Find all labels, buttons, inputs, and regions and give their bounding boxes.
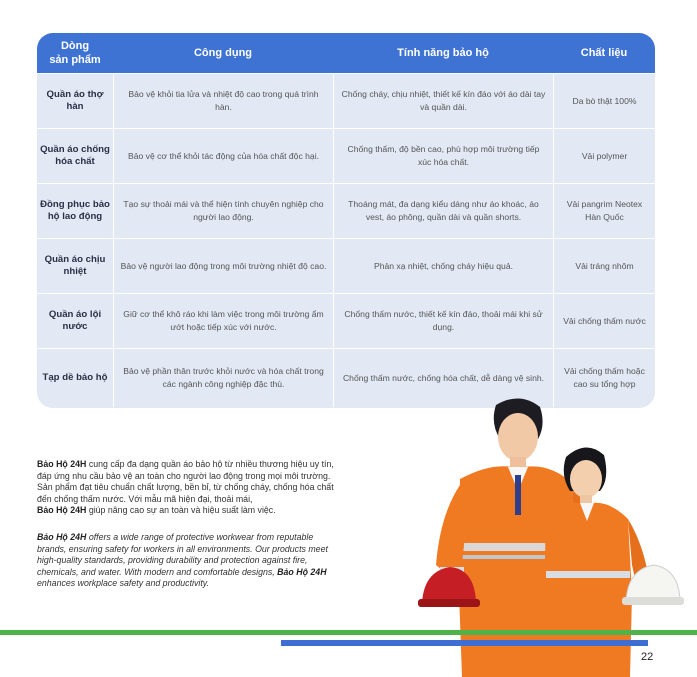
table-row <box>37 73 655 128</box>
cell-usage: Bảo vệ khỏi tia lửa và nhiệt độ cao trong quá trình hàn. <box>113 74 333 128</box>
brand-name: Bảo Hộ 24H <box>277 566 327 577</box>
table-row <box>37 293 655 348</box>
cell-features: Thoáng mát, đa dạng kiểu dáng như áo khoác, áo vest, áo phông, quần dài và quần shorts. <box>333 184 553 238</box>
white-helmet <box>622 565 684 605</box>
cell-usage: Bảo vệ cơ thể khỏi tác động của hóa chất độc hại. <box>113 129 333 183</box>
cell-product: Đồng phục bảo hộ lao động <box>40 198 110 222</box>
cell-product: Quần áo chống hóa chất <box>40 143 110 167</box>
cell-product: Tạp dề bảo hộ <box>42 371 108 383</box>
cell-features: Chống thấm nước, thiết kế kín đáo, thoải mái khi sử dụng. <box>333 294 553 348</box>
cell-usage: Giữ cơ thể khô ráo khi làm việc trong môi trường ẩm ướt hoặc tiếp xúc với nước. <box>113 294 333 348</box>
cell-product: Quần áo thợ hàn <box>46 88 104 112</box>
brand-name: Bảo Hộ 24H <box>37 505 87 516</box>
product-table <box>37 33 655 408</box>
header-product-line-1: Dòng <box>60 40 90 52</box>
cell-product: Quần áo lội nước <box>48 308 102 332</box>
intro-paragraph-en <box>37 532 337 590</box>
header-product-line-2: sản phẩm <box>49 54 101 66</box>
cell-material: Da bò thật 100% <box>553 74 655 128</box>
divider-blue <box>281 640 648 646</box>
intro-vi-text-1: cung cấp đa dạng quần áo bảo hộ từ nhiều thương hiệu uy tín, đáp ứng nhu cầu bảo vệ an toàn cho người lao động trong mọi môi trường. Sản phẩm đạt tiêu chuẩn chất lượng, bền bỉ, từ chống cháy, chống hóa chất đến chống thấm nước. Với mẫu mã hiện đại, thoải mái, <box>37 459 334 504</box>
divider-green <box>0 630 697 635</box>
cell-material: Vải polymer <box>553 129 655 183</box>
cell-material: Vải tráng nhôm <box>553 239 655 293</box>
header-material: Chất liệu <box>580 47 628 59</box>
header-product-line <box>37 33 113 73</box>
cell-features: Chống thấm, độ bền cao, phù hợp môi trường tiếp xúc hóa chất. <box>333 129 553 183</box>
header-usage: Công dụng <box>193 47 253 59</box>
cell-product: Quần áo chịu nhiệt <box>44 253 106 277</box>
cell-material: Vải chống thấm hoặc cao su tổng hợp <box>553 349 655 407</box>
header-features: Tính năng bảo hộ <box>397 47 489 59</box>
brand-name: Bảo Hộ 24H <box>37 459 87 469</box>
intro-en-text-2: enhances workplace safety and productivity. <box>37 578 209 589</box>
intro-en-text-1: offers a wide range of protective workwear from reputable brands, ensuring safety for workers in all environments. Our products meet high-quality standards, providing durability and protection against fire, chemicals, and water. With modern and comfortable designs, <box>37 532 328 577</box>
page-number: 22 <box>641 651 654 663</box>
brand-name: Bảo Hộ 24H <box>37 532 87 542</box>
cell-usage: Tạo sự thoải mái và thể hiện tính chuyên nghiệp cho người lao động. <box>113 184 333 238</box>
cell-material: Vải pangrim Neotex Hàn Quốc <box>553 184 655 238</box>
cell-features: Phản xạ nhiệt, chống cháy hiệu quả. <box>333 239 553 293</box>
table-header <box>37 33 655 73</box>
cell-usage: Bảo vệ phần thân trước khỏi nước và hóa chất trong các ngành công nghiệp đặc thù. <box>113 349 333 407</box>
table-row <box>37 128 655 183</box>
cell-features: Chống cháy, chịu nhiệt, thiết kế kín đáo với áo dài tay và quần dài. <box>333 74 553 128</box>
cell-usage: Bảo vệ người lao động trong môi trường nhiệt độ cao. <box>113 239 333 293</box>
table-row <box>37 238 655 293</box>
cell-features: Chống thấm nước, chống hóa chất, dễ dàng vệ sinh. <box>333 349 553 407</box>
intro-vi-text-2: giúp nâng cao sự an toàn và hiệu suất làm việc. <box>86 505 276 516</box>
cell-material: Vải chống thấm nước <box>553 294 655 348</box>
intro-paragraph-vi <box>37 459 343 517</box>
table-row <box>37 183 655 238</box>
